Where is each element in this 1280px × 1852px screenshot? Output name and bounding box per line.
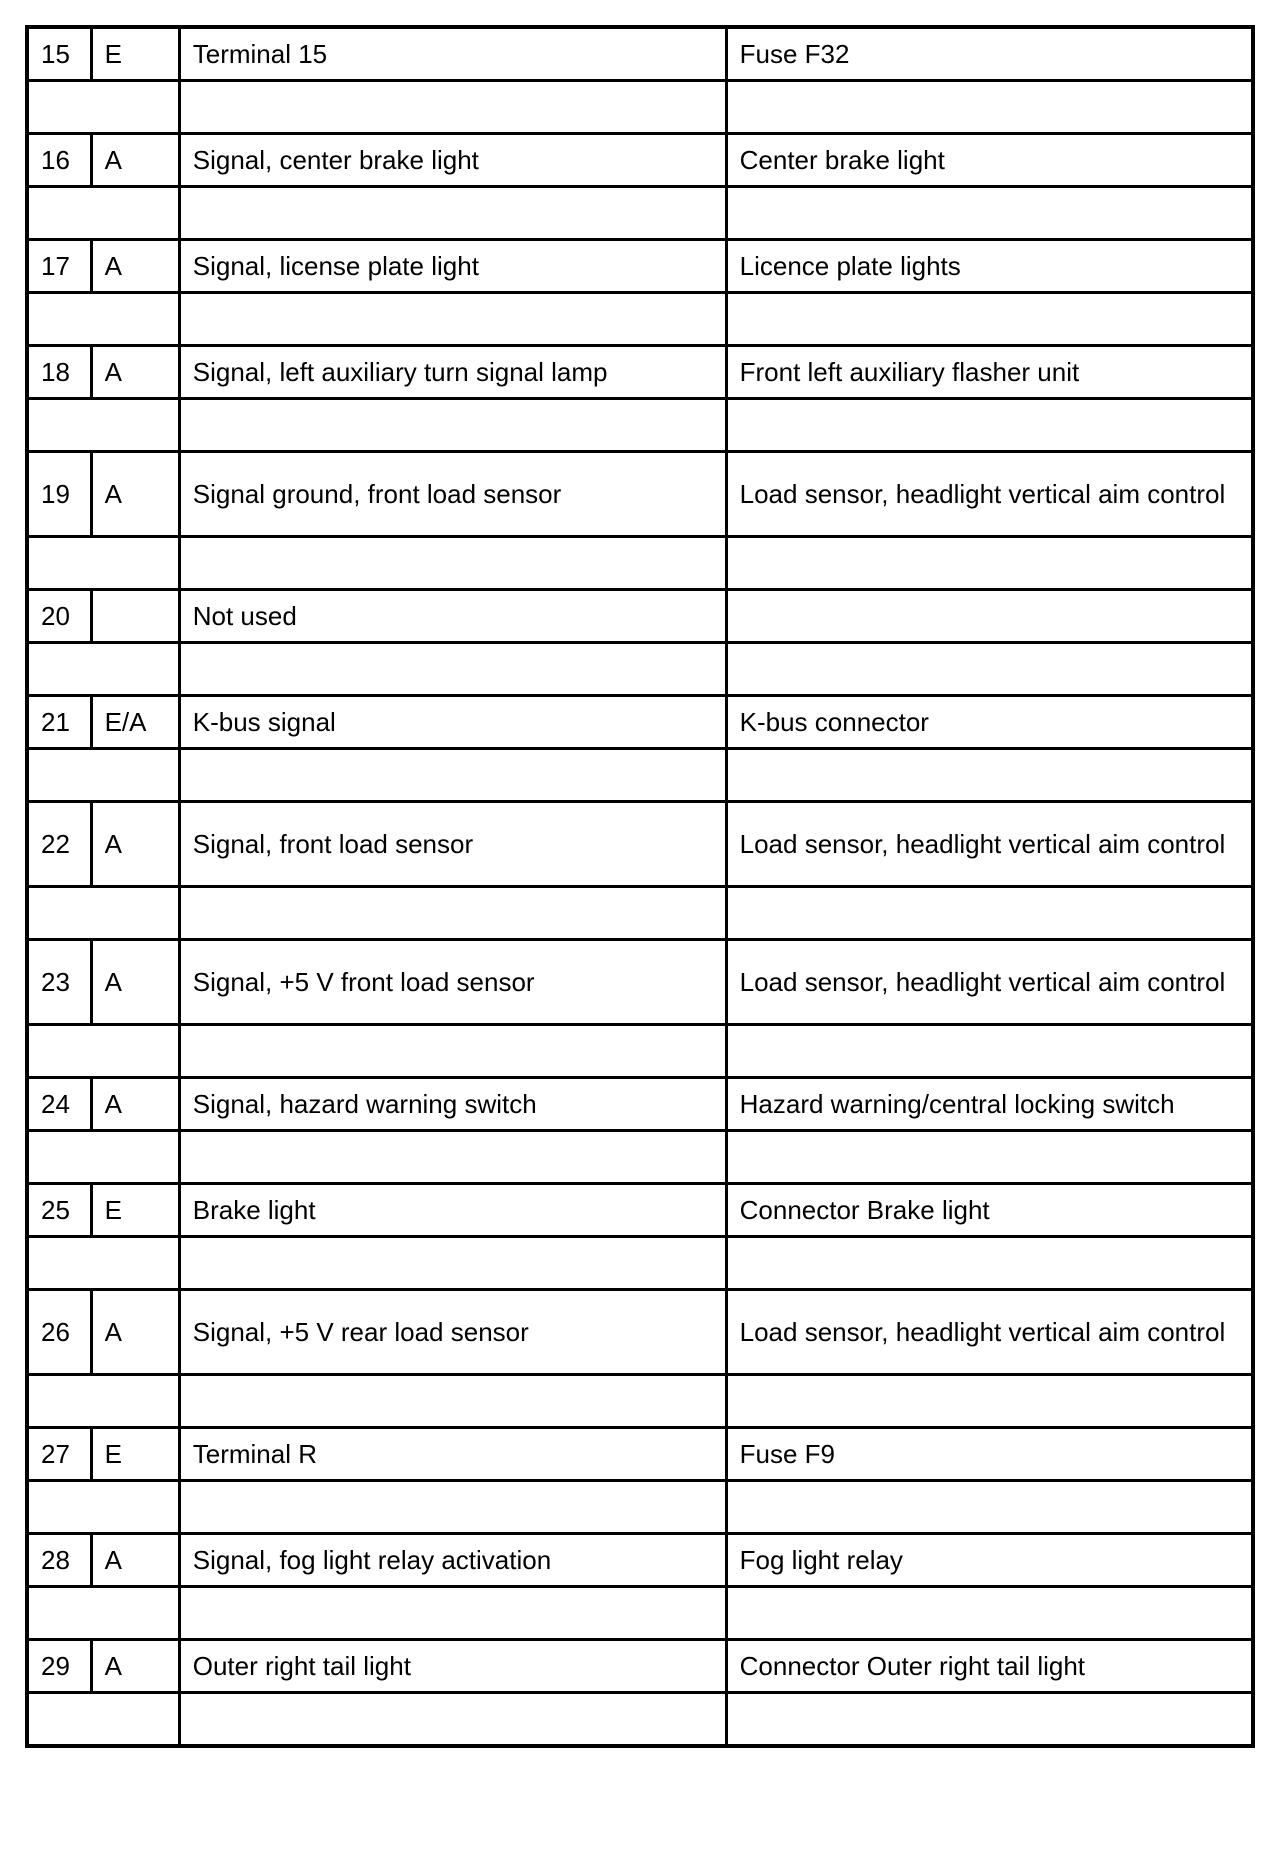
table-row (27, 1078, 1253, 1131)
spacer-cell (179, 1587, 726, 1640)
spacer-cell (179, 887, 726, 940)
spacer-cell (726, 293, 1253, 346)
spacer-row (27, 1693, 1253, 1747)
pin-number-cell: 24 (27, 1078, 91, 1131)
signal-description-cell: Signal, center brake light (179, 134, 726, 187)
table-row (27, 1184, 1253, 1237)
connection-target-cell: Licence plate lights (726, 240, 1253, 293)
spacer-cell (179, 81, 726, 134)
connection-target-cell: Load sensor, headlight vertical aim control (726, 1290, 1253, 1375)
io-type-cell: E (91, 1184, 179, 1237)
connection-target-cell: Fuse F32 (726, 27, 1253, 81)
spacer-row (27, 1131, 1253, 1184)
signal-description-cell: Signal ground, front load sensor (179, 452, 726, 537)
spacer-cell (27, 187, 179, 240)
signal-description-cell: Not used (179, 590, 726, 643)
io-type-cell: E (91, 1428, 179, 1481)
signal-description-cell: Signal, hazard warning switch (179, 1078, 726, 1131)
connection-target-cell (726, 590, 1253, 643)
spacer-row (27, 1375, 1253, 1428)
table-row (27, 1290, 1253, 1375)
pin-assignment-table (25, 25, 1255, 1748)
signal-description-cell: Signal, license plate light (179, 240, 726, 293)
signal-description-cell: Outer right tail light (179, 1640, 726, 1693)
signal-description-cell: Brake light (179, 1184, 726, 1237)
spacer-row (27, 1025, 1253, 1078)
io-type-cell: A (91, 240, 179, 293)
spacer-cell (726, 537, 1253, 590)
connection-target-cell: Hazard warning/central locking switch (726, 1078, 1253, 1131)
table-row (27, 802, 1253, 887)
pin-rows (27, 27, 1253, 1746)
spacer-cell (27, 1131, 179, 1184)
table-row (27, 134, 1253, 187)
spacer-cell (179, 187, 726, 240)
io-type-cell: A (91, 802, 179, 887)
signal-description-cell: Signal, fog light relay activation (179, 1534, 726, 1587)
table-row (27, 1428, 1253, 1481)
connection-target-cell: Fuse F9 (726, 1428, 1253, 1481)
io-type-cell: A (91, 134, 179, 187)
spacer-cell (726, 887, 1253, 940)
io-type-cell: A (91, 1290, 179, 1375)
spacer-cell (27, 293, 179, 346)
spacer-row (27, 887, 1253, 940)
spacer-cell (726, 81, 1253, 134)
spacer-cell (179, 1131, 726, 1184)
signal-description-cell: Signal, front load sensor (179, 802, 726, 887)
pin-number-cell: 16 (27, 134, 91, 187)
io-type-cell: E/A (91, 696, 179, 749)
signal-description-cell: Terminal 15 (179, 27, 726, 81)
spacer-cell (27, 1693, 179, 1747)
table-row (27, 696, 1253, 749)
signal-description-cell: Terminal R (179, 1428, 726, 1481)
spacer-cell (726, 643, 1253, 696)
spacer-row (27, 399, 1253, 452)
spacer-cell (179, 537, 726, 590)
spacer-cell (27, 1237, 179, 1290)
connection-target-cell: Center brake light (726, 134, 1253, 187)
spacer-cell (726, 1131, 1253, 1184)
table-row (27, 346, 1253, 399)
connection-target-cell: K-bus connector (726, 696, 1253, 749)
spacer-cell (726, 1693, 1253, 1747)
spacer-cell (726, 187, 1253, 240)
spacer-cell (27, 1375, 179, 1428)
spacer-cell (27, 1025, 179, 1078)
signal-description-cell: Signal, +5 V front load sensor (179, 940, 726, 1025)
connection-target-cell: Fog light relay (726, 1534, 1253, 1587)
pin-number-cell: 26 (27, 1290, 91, 1375)
spacer-row (27, 1237, 1253, 1290)
spacer-cell (726, 1025, 1253, 1078)
spacer-cell (726, 399, 1253, 452)
io-type-cell: A (91, 1640, 179, 1693)
spacer-cell (179, 293, 726, 346)
spacer-cell (726, 1375, 1253, 1428)
pin-number-cell: 20 (27, 590, 91, 643)
pin-number-cell: 17 (27, 240, 91, 293)
spacer-cell (179, 643, 726, 696)
io-type-cell: A (91, 1534, 179, 1587)
io-type-cell: A (91, 346, 179, 399)
spacer-cell (27, 537, 179, 590)
io-type-cell: A (91, 452, 179, 537)
pin-number-cell: 18 (27, 346, 91, 399)
spacer-row (27, 1587, 1253, 1640)
connection-target-cell: Load sensor, headlight vertical aim control (726, 452, 1253, 537)
connection-target-cell: Connector Outer right tail light (726, 1640, 1253, 1693)
io-type-cell: A (91, 1078, 179, 1131)
spacer-cell (27, 1587, 179, 1640)
spacer-cell (179, 1237, 726, 1290)
pin-number-cell: 19 (27, 452, 91, 537)
pin-number-cell: 21 (27, 696, 91, 749)
spacer-cell (27, 887, 179, 940)
spacer-cell (179, 1375, 726, 1428)
table-row (27, 590, 1253, 643)
spacer-row (27, 293, 1253, 346)
spacer-cell (27, 643, 179, 696)
spacer-cell (726, 1481, 1253, 1534)
spacer-row (27, 1481, 1253, 1534)
io-type-cell (91, 590, 179, 643)
table-row (27, 452, 1253, 537)
signal-description-cell: K-bus signal (179, 696, 726, 749)
spacer-cell (27, 399, 179, 452)
connection-target-cell: Connector Brake light (726, 1184, 1253, 1237)
table-row (27, 940, 1253, 1025)
io-type-cell: A (91, 940, 179, 1025)
pin-number-cell: 29 (27, 1640, 91, 1693)
spacer-cell (27, 81, 179, 134)
table-row (27, 27, 1253, 81)
pin-number-cell: 27 (27, 1428, 91, 1481)
spacer-row (27, 537, 1253, 590)
pin-number-cell: 15 (27, 27, 91, 81)
io-type-cell: E (91, 27, 179, 81)
spacer-cell (179, 749, 726, 802)
table-row (27, 1640, 1253, 1693)
spacer-cell (726, 749, 1253, 802)
pin-number-cell: 22 (27, 802, 91, 887)
table-row (27, 240, 1253, 293)
spacer-cell (179, 1025, 726, 1078)
spacer-row (27, 187, 1253, 240)
spacer-row (27, 749, 1253, 802)
spacer-cell (179, 1693, 726, 1747)
pin-number-cell: 23 (27, 940, 91, 1025)
pin-number-cell: 28 (27, 1534, 91, 1587)
connection-target-cell: Load sensor, headlight vertical aim control (726, 802, 1253, 887)
connection-target-cell: Load sensor, headlight vertical aim control (726, 940, 1253, 1025)
spacer-cell (726, 1237, 1253, 1290)
spacer-cell (179, 399, 726, 452)
spacer-cell (179, 1481, 726, 1534)
spacer-cell (726, 1587, 1253, 1640)
pin-number-cell: 25 (27, 1184, 91, 1237)
signal-description-cell: Signal, +5 V rear load sensor (179, 1290, 726, 1375)
spacer-row (27, 81, 1253, 134)
connection-target-cell: Front left auxiliary flasher unit (726, 346, 1253, 399)
spacer-row (27, 643, 1253, 696)
table-row (27, 1534, 1253, 1587)
spacer-cell (27, 749, 179, 802)
signal-description-cell: Signal, left auxiliary turn signal lamp (179, 346, 726, 399)
spacer-cell (27, 1481, 179, 1534)
